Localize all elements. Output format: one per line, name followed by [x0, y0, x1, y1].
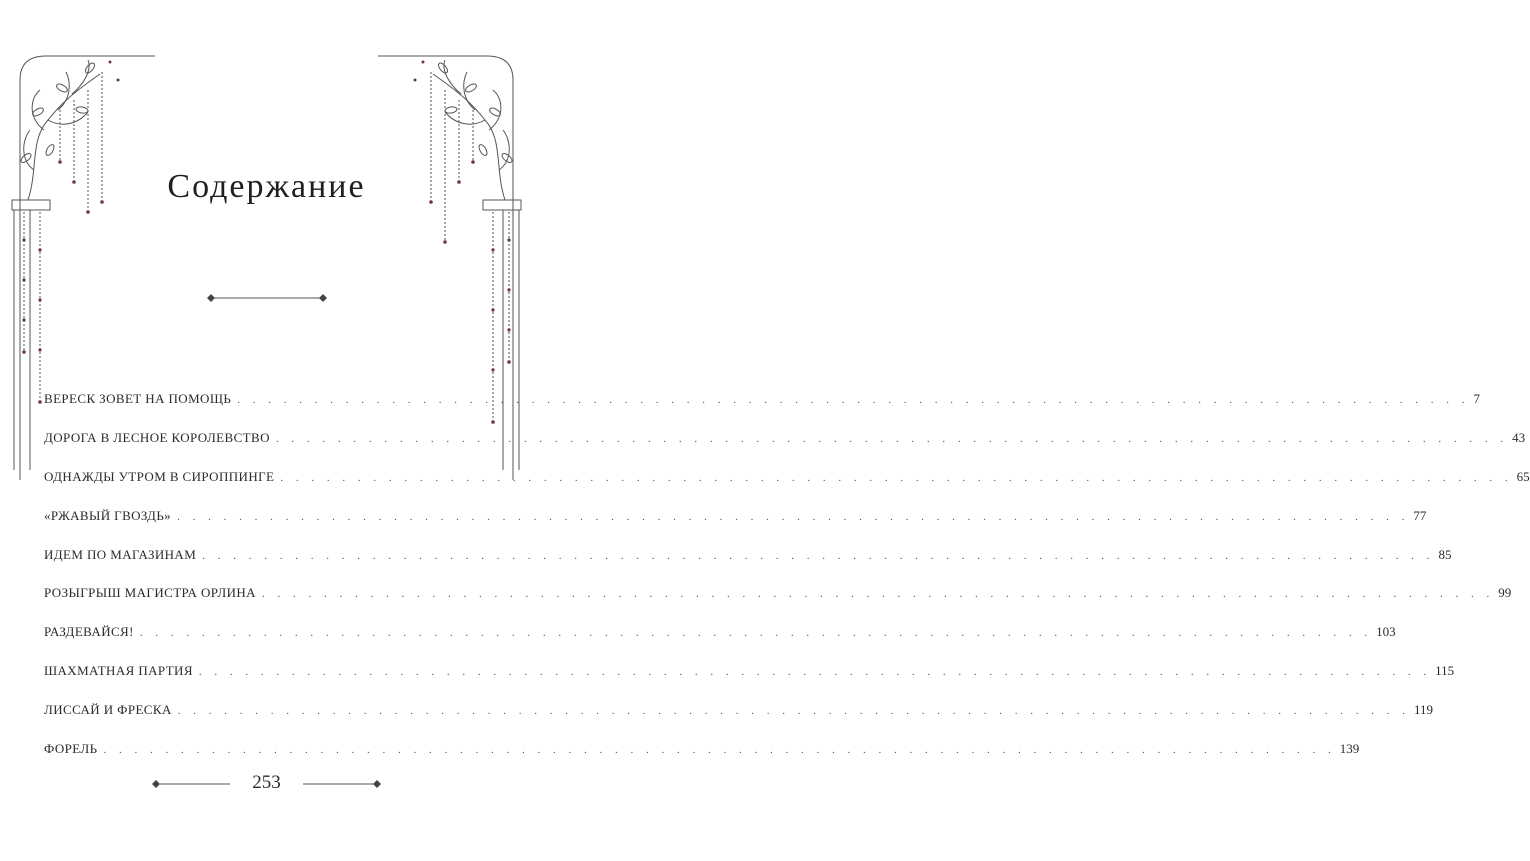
toc-entry-page: 7 [1473, 391, 1480, 406]
toc-entry-page: 43 [1512, 429, 1526, 445]
page-title: Содержание [167, 168, 366, 205]
toc-entry-page: 65 [1516, 468, 1530, 484]
right-bead-strings [414, 61, 511, 424]
table-of-contents [44, 391, 1530, 780]
toc-entry-page: 99 [1498, 585, 1512, 601]
toc-entry-title: ДОРОГА В ЛЕСНОЕ КОРОЛЕВСТВО [44, 430, 274, 446]
toc-entry[interactable] [44, 391, 1480, 430]
toc-entry[interactable] [44, 624, 1396, 663]
toc-entry[interactable] [44, 546, 1452, 586]
toc-entry[interactable] [44, 663, 1455, 702]
toc-entry-page: 139 [1339, 741, 1360, 757]
toc-entry-page: 85 [1438, 546, 1452, 562]
toc-dot-leader: . . . . . . . . . . . . . . . . . . . . . . . . . . . . . . . . . . . . . . . . . . . . . . . . . . . . . . . . . . . . . . . . . . . . . . . . . . . . . . . . [177, 510, 1410, 523]
toc-dot-leader: . . . . . . . . . . . . . . . . . . . . . . . . . . . . . . . . . . . . . . . . . . . . . . . . . . . . . . . . . . . . . . . . . . . . . . . . . . . . . . . . [139, 627, 1373, 640]
toc-dot-leader: . . . . . . . . . . . . . . . . . . . . . . . . . . . . . . . . . . . . . . . . . . . . . . . . . . . . . . . . . . . . . . . . . . . . . . . . . . . . . . . . [103, 744, 1336, 757]
toc-entry-title: ВЕРЕСК ЗОВЕТ НА ПОМОЩЬ [44, 391, 235, 407]
toc-dot-leader: . . . . . . . . . . . . . . . . . . . . . . . . . . . . . . . . . . . . . . . . . . . . . . . . . . . . . . . . . . . . . . . . . . . . . . . . . . . . . . . . [280, 471, 1513, 484]
toc-entry-title: ОДНАЖДЫ УТРОМ В СИРОППИНГЕ [44, 469, 278, 485]
toc-dot-leader: . . . . . . . . . . . . . . . . . . . . . . . . . . . . . . . . . . . . . . . . . . . . . . . . . . . . . . . . . . . . . . . . . . . . . . . . . . . . . . . . [202, 549, 1435, 562]
title-divider [205, 292, 329, 304]
toc-entry[interactable] [44, 429, 1526, 469]
page-number: 253 [252, 772, 281, 793]
toc-entry-title: РОЗЫГРЫШ МАГИСТРА ОРЛИНА [44, 585, 260, 601]
toc-entry-page: 115 [1435, 663, 1455, 679]
toc-entry[interactable] [44, 468, 1530, 508]
toc-dot-leader: . . . . . . . . . . . . . . . . . . . . . . . . . . . . . . . . . . . . . . . . . . . . . . . . . . . . . . . . . . . . . . . . . . . . . . . . . . . . . . . . [198, 666, 1432, 679]
toc-entry-title: ИДЕМ ПО МАГАЗИНАМ [44, 547, 200, 563]
toc-entry-page: 119 [1414, 702, 1434, 718]
left-bead-strings [22, 61, 119, 404]
toc-dot-leader: . . . . . . . . . . . . . . . . . . . . . . . . . . . . . . . . . . . . . . . . . . . . . . . . . . . . . . . . . . . . . . . . . . . . . . . . . . . . . . . . [275, 432, 1509, 445]
toc-entry-page: 77 [1413, 507, 1427, 523]
toc-dot-leader: . . . . . . . . . . . . . . . . . . . . . . . . . . . . . . . . . . . . . . . . . . . . . . . . . . . . . . . . . . . . . . . . . . . . . . . . . . . . . . . . [261, 588, 1495, 601]
page-footer [150, 770, 383, 800]
toc-entry[interactable] [44, 507, 1427, 547]
toc-entry[interactable] [44, 702, 1434, 741]
toc-dot-leader: . . . . . . . . . . . . . . . . . . . . . . . . . . . . . . . . . . . . . . . . . . . . . . . . . . . . . . . . . . . . . . . . . . . . . . . . . . . . . . . . [177, 705, 1410, 718]
toc-dot-leader: . . . . . . . . . . . . . . . . . . . . . . . . . . . . . . . . . . . . . . . . . . . . . . . . . . . . . . . . . . . . . . . . . . . . . . . . . . . . . . . . [237, 394, 1470, 406]
toc-entry-title: ШАХМАТНАЯ ПАРТИЯ [44, 663, 197, 679]
toc-entry-title: ФОРЕЛЬ [44, 741, 102, 757]
toc-entry-title: РАЗДЕВАЙСЯ! [44, 624, 138, 640]
toc-entry-title: «РЖАВЫЙ ГВОЗДЬ» [44, 508, 175, 524]
toc-entry-title: ЛИССАЙ И ФРЕСКА [44, 702, 176, 718]
toc-entry-page: 103 [1376, 624, 1396, 640]
toc-entry[interactable] [44, 585, 1512, 624]
